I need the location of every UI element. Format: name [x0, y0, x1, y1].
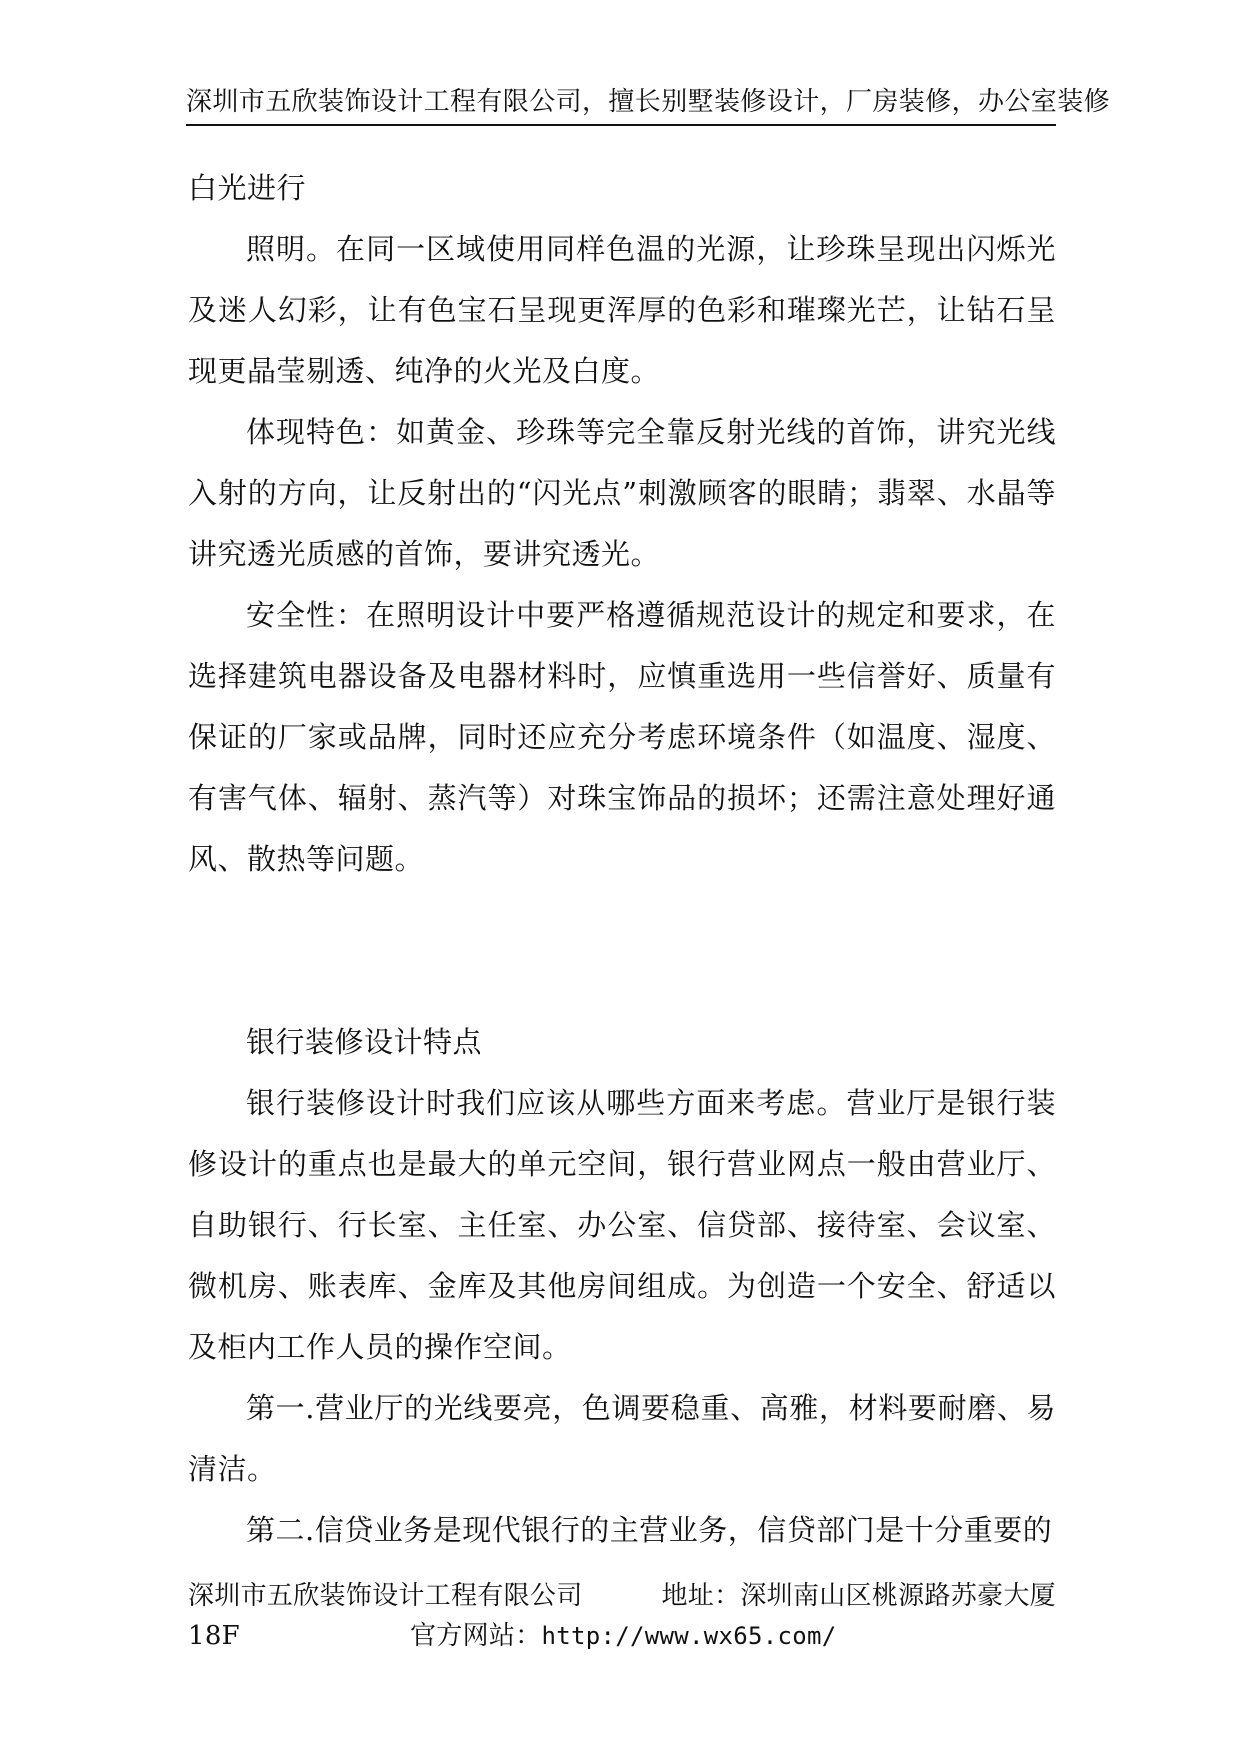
footer-row-2 [188, 1616, 1056, 1656]
footer-website-label: 官方网站： [410, 1621, 542, 1651]
document-body [188, 158, 1056, 1561]
footer-website-link[interactable]: http://www.wx65.com/ [541, 1622, 837, 1650]
header-divider [186, 124, 1056, 126]
paragraph-first-point: 第一.营业厅的光线要亮，色调要稳重、高雅，材料要耐磨、易清洁。 [188, 1391, 1056, 1486]
paragraph-continuation: 白光进行 [188, 171, 307, 205]
paragraph-second-point: 第二.信贷业务是现代银行的主营业务，信贷部门是十分重要的 [246, 1513, 1053, 1547]
page-footer [188, 1576, 1056, 1656]
footer-floor: 18F [188, 1621, 241, 1651]
footer-company: 深圳市五欣装饰设计工程有限公司 [188, 1581, 583, 1611]
paragraph-bank-intro: 银行装修设计时我们应该从哪些方面来考虑。营业厅是银行装修设计的重点也是最大的单元空间，银行营业网点一般由营业厅、自助银行、行长室、主任室、办公室、信贷部、接待室、会议室、微机房、账表库、金库及其他房间组成。为创造一个安全、舒适以及柜内工作人员的操作空间。 [188, 1086, 1056, 1364]
page-header: 深圳市五欣装饰设计工程有限公司，擅长别墅装修设计，厂房装修，办公室装修 [186, 87, 1111, 117]
footer-website [410, 1616, 837, 1656]
section-heading: 银行装修设计特点 [246, 1025, 483, 1059]
paragraph-lighting: 照明。在同一区域使用同样色温的光源，让珍珠呈现出闪烁光及迷人幻彩，让有色宝石呈现更浑厚的色彩和璀璨光芒，让钻石呈现更晶莹剔透、纯净的火光及白度。 [188, 232, 1056, 388]
paragraph-features: 体现特色：如黄金、珍珠等完全靠反射光线的首饰，讲究光线入射的方向，让反射出的“闪光点”刺激顾客的眼睛；翡翠、水晶等讲究透光质感的首饰，要讲究透光。 [188, 415, 1056, 571]
footer-row-1 [188, 1576, 1056, 1616]
paragraph-spacer [188, 890, 1056, 1012]
paragraph-safety: 安全性：在照明设计中要严格遵循规范设计的规定和要求，在选择建筑电器设备及电器材料时，应慎重选用一些信誉好、质量有保证的厂家或品牌，同时还应充分考虑环境条件（如温度、湿度、有害气体、辐射、蒸汽等）对珠宝饰品的损坏；还需注意处理好通风、散热等问题。 [188, 598, 1056, 876]
footer-address: 地址：深圳南山区桃源路苏豪大厦 [661, 1581, 1056, 1611]
